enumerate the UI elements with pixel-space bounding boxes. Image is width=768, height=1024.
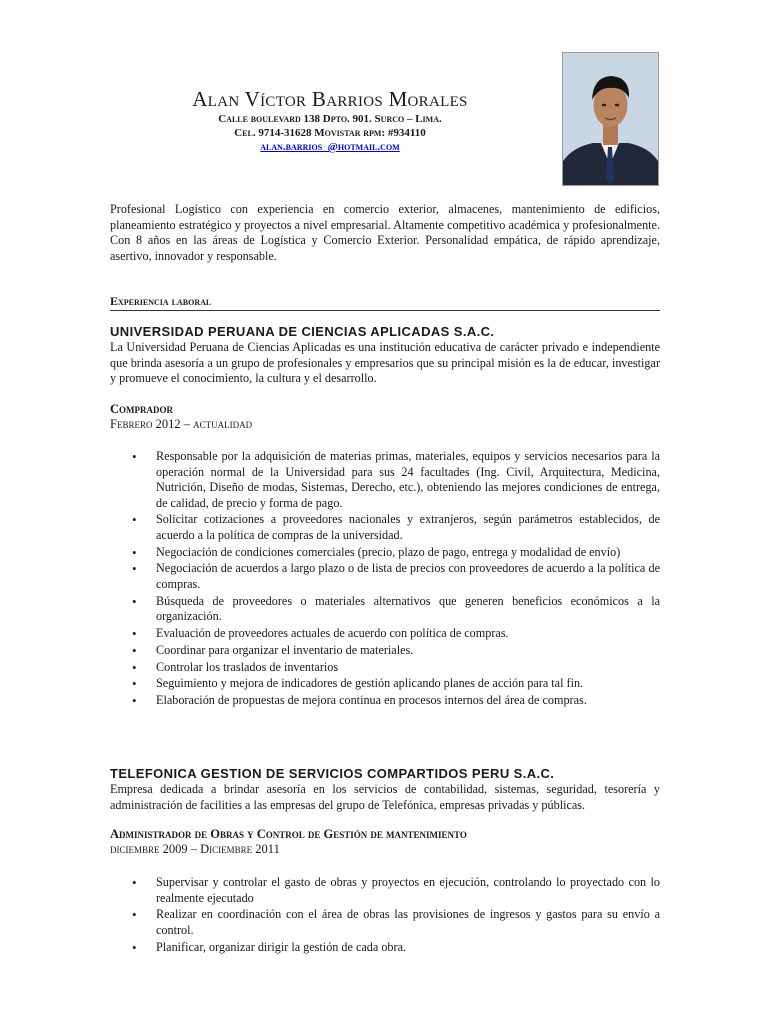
phone-line: Cel. 9714-31628 Movistar rpm: #934110 xyxy=(234,127,426,139)
organization-name: UNIVERSIDAD PERUANA DE CIENCIAS APLICADAS S.A.C. xyxy=(110,324,495,339)
resume-header xyxy=(110,86,550,154)
job-1-role xyxy=(110,402,660,432)
list-item: • Responsable por la adquisición de materias primas, materiales, equipos y servicios necesarios para la operación normal de la Universidad para sus 24 facultades (Ing. Civil, Arquitectura, Medicina, Nutrición, Diseño de modas, Sistemas, Derecho, etc.), obteniendo las mejores condiciones de entrega, de calidad, de precio y forma de pago. xyxy=(110,449,660,511)
organization-description: La Universidad Peruana de Ciencias Aplicadas es una institución educativa de carácter privado e independiente que brinda asesoría a un grupo de profesionales y empresarios que su principal misión es la de educar, investigar y promueve el conocimiento, la cultura y el desarrollo. xyxy=(110,340,660,385)
list-item: • Elaboración de propuestas de mejora continua en procesos internos del área de compras. xyxy=(110,693,660,709)
job-2-duties xyxy=(110,875,660,956)
email-link[interactable]: alan.barrios_@hotmail.com xyxy=(260,141,400,153)
role-title: Administrador de Obras y Control de Gestión de mantenimiento xyxy=(110,827,467,841)
organization-description: Empresa dedicada a brindar asesoría en los servicios de contabilidad, sistemas, seguridad, tesorería y administración de facilities a las empresas del grupo de Telefónica, empresas privadas y públicas. xyxy=(110,782,660,812)
professional-summary: Profesional Logístico con experiencia en comercio exterior, almacenes, mantenimiento de edificios, planeamiento estratégico y proyectos a nivel empresarial. Altamente competitivo académica y profesionalmente. Con 8 años en las áreas de Logística y Comercio Exterior. Personalidad empática, de rápido aprendizaje, asertivo, innovador y responsable. xyxy=(110,202,660,263)
job-2-organization xyxy=(110,766,660,813)
list-item: • Evaluación de proveedores actuales de acuerdo con política de compras. xyxy=(110,626,660,642)
list-item: • Solicitar cotizaciones a proveedores nacionales y extranjeros, según parámetros establecidos, de acuerdo a la política de compras de la universidad. xyxy=(110,512,660,543)
list-item: • Coordinar para organizar el inventario de materiales. xyxy=(110,643,660,659)
organization-name: TELEFONICA GESTION DE SERVICIOS COMPARTIDOS PERU S.A.C. xyxy=(110,766,555,781)
job-1-duties xyxy=(110,449,660,710)
role-title: Comprador xyxy=(110,402,174,416)
job-1-organization xyxy=(110,324,660,387)
role-dates: Febrero 2012 – actualidad xyxy=(110,417,253,431)
list-item: • Realizar en coordinación con el área de obras las provisiones de ingresos y gastos para su envío a control. xyxy=(110,907,660,938)
section-title-experiencia: Experiencia laboral xyxy=(110,294,660,311)
profile-photo xyxy=(562,52,659,186)
list-item: • Búsqueda de proveedores o materiales alternativos que generen beneficios económicos a la organización. xyxy=(110,594,660,625)
list-item: • Seguimiento y mejora de indicadores de gestión aplicando planes de acción para tal fin. xyxy=(110,676,660,692)
candidate-name: Alan Víctor Barrios Morales xyxy=(192,87,468,111)
list-item: • Controlar los traslados de inventarios xyxy=(110,660,660,676)
role-dates: diciembre 2009 – Diciembre 2011 xyxy=(110,842,280,856)
address-line: Calle boulevard 138 Dpto. 901. Surco – Lima. xyxy=(218,113,442,125)
profile-photo-image xyxy=(563,53,658,185)
list-item: • Supervisar y controlar el gasto de obras y proyectos en ejecución, controlando lo proyectado con lo realmente ejecutado xyxy=(110,875,660,906)
list-item: • Negociación de condiciones comerciales (precio, plazo de pago, entrega y modalidad de envío) xyxy=(110,545,660,561)
list-item: • Negociación de acuerdos a largo plazo o de lista de precios con proveedores de acuerdo a la política de compras. xyxy=(110,561,660,592)
list-item: • Planificar, organizar dirigir la gestión de cada obra. xyxy=(110,940,660,956)
job-2-role xyxy=(110,827,660,857)
